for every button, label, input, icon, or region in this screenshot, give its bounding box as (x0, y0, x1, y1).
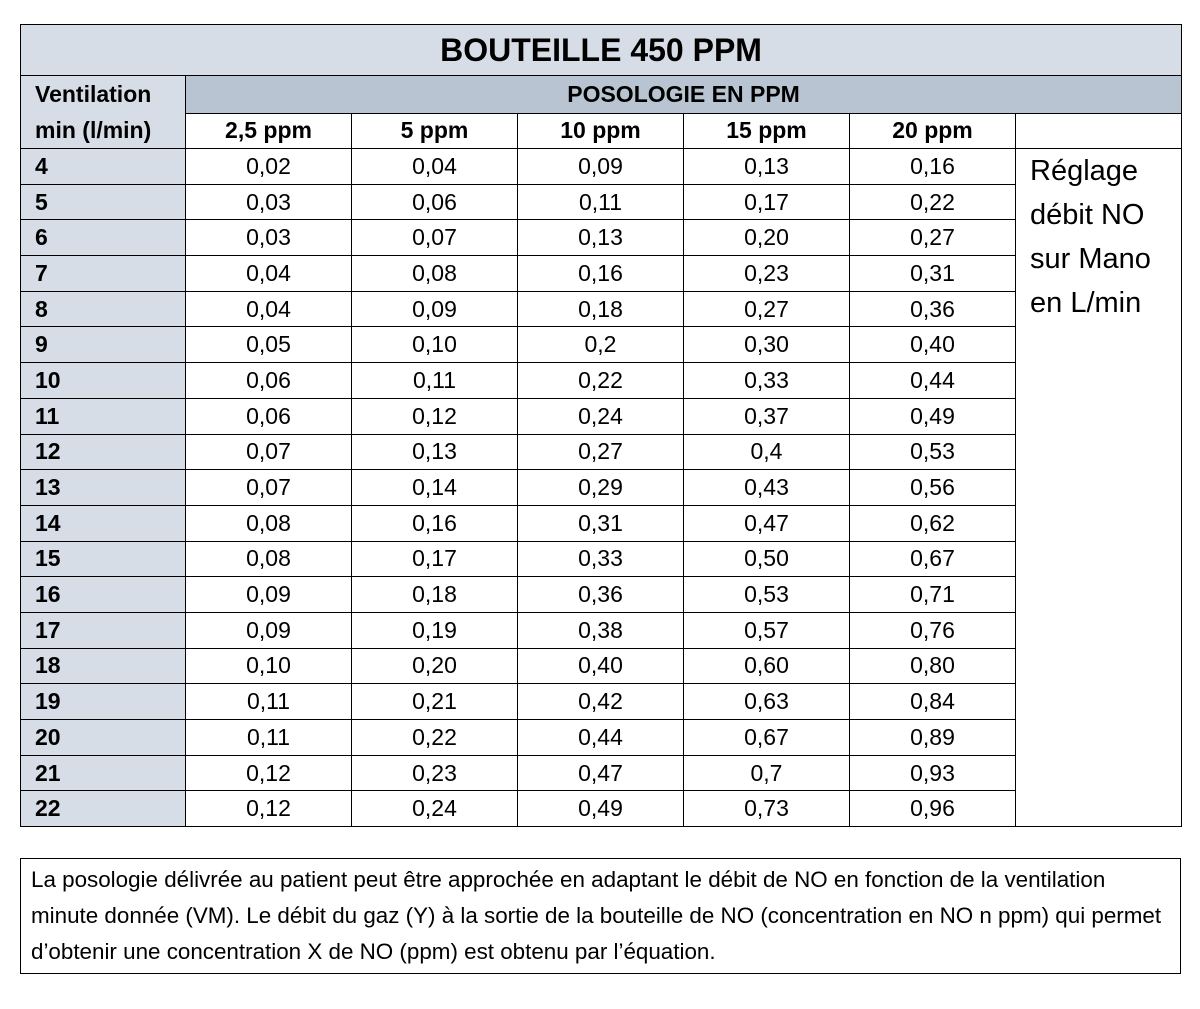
flow-value: 0,04 (186, 291, 352, 327)
flow-value: 0,57 (684, 612, 850, 648)
ventilation-value: 17 (21, 612, 186, 648)
flow-value: 0,09 (352, 291, 518, 327)
ventilation-value: 19 (21, 684, 186, 720)
flow-value: 0,33 (684, 363, 850, 399)
side-note-header-cell (1016, 113, 1182, 148)
flow-value: 0,06 (186, 363, 352, 399)
ventilation-value: 10 (21, 363, 186, 399)
ventilation-header-line1: Ventilation (35, 81, 152, 107)
table-row (21, 791, 1182, 827)
flow-value: 0,11 (352, 363, 518, 399)
side-note (1016, 149, 1182, 827)
flow-value: 0,89 (850, 720, 1016, 756)
table-row (21, 720, 1182, 756)
table-row (21, 577, 1182, 613)
flow-value: 0,03 (186, 184, 352, 220)
flow-value: 0,11 (518, 184, 684, 220)
flow-value: 0,03 (186, 220, 352, 256)
flow-value: 0,13 (352, 434, 518, 470)
flow-value: 0,07 (186, 434, 352, 470)
flow-value: 0,12 (186, 791, 352, 827)
flow-value: 0,96 (850, 791, 1016, 827)
flow-value: 0,36 (850, 291, 1016, 327)
flow-value: 0,17 (352, 541, 518, 577)
ventilation-header (21, 76, 186, 149)
dose-column-header: 15 ppm (684, 113, 850, 148)
table-row (21, 648, 1182, 684)
table-row (21, 398, 1182, 434)
table-row (21, 541, 1182, 577)
flow-value: 0,71 (850, 577, 1016, 613)
flow-value: 0,08 (186, 541, 352, 577)
dose-column-header: 20 ppm (850, 113, 1016, 148)
flow-value: 0,29 (518, 470, 684, 506)
table-row (21, 220, 1182, 256)
flow-value: 0,07 (186, 470, 352, 506)
table-row (21, 291, 1182, 327)
table-row (21, 505, 1182, 541)
flow-value: 0,14 (352, 470, 518, 506)
posologie-header: POSOLOGIE EN PPM (186, 76, 1182, 114)
flow-value: 0,23 (352, 755, 518, 791)
flow-value: 0,17 (684, 184, 850, 220)
flow-value: 0,24 (518, 398, 684, 434)
flow-value: 0,13 (518, 220, 684, 256)
ventilation-value: 7 (21, 256, 186, 292)
flow-value: 0,04 (186, 256, 352, 292)
flow-value: 0,23 (684, 256, 850, 292)
flow-value: 0,08 (186, 505, 352, 541)
side-note-text: Réglage débit NO sur Mano en L/min (1030, 155, 1151, 319)
flow-value: 0,7 (684, 755, 850, 791)
ventilation-value: 14 (21, 505, 186, 541)
flow-value: 0,53 (850, 434, 1016, 470)
flow-value: 0,80 (850, 648, 1016, 684)
ventilation-value: 22 (21, 791, 186, 827)
flow-value: 0,19 (352, 612, 518, 648)
flow-value: 0,16 (518, 256, 684, 292)
flow-value: 0,04 (352, 149, 518, 185)
flow-value: 0,09 (186, 612, 352, 648)
flow-value: 0,22 (352, 720, 518, 756)
flow-value: 0,93 (850, 755, 1016, 791)
flow-value: 0,12 (352, 398, 518, 434)
flow-value: 0,02 (186, 149, 352, 185)
flow-value: 0,4 (684, 434, 850, 470)
ventilation-value: 13 (21, 470, 186, 506)
flow-value: 0,07 (352, 220, 518, 256)
ventilation-value: 15 (21, 541, 186, 577)
flow-value: 0,09 (186, 577, 352, 613)
flow-value: 0,27 (518, 434, 684, 470)
flow-value: 0,49 (518, 791, 684, 827)
ventilation-value: 20 (21, 720, 186, 756)
ventilation-value: 16 (21, 577, 186, 613)
flow-value: 0,20 (352, 648, 518, 684)
flow-value: 0,06 (186, 398, 352, 434)
flow-value: 0,73 (684, 791, 850, 827)
flow-value: 0,67 (850, 541, 1016, 577)
flow-value: 0,20 (684, 220, 850, 256)
flow-value: 0,42 (518, 684, 684, 720)
flow-value: 0,53 (684, 577, 850, 613)
flow-value: 0,06 (352, 184, 518, 220)
flow-value: 0,05 (186, 327, 352, 363)
dose-column-header: 10 ppm (518, 113, 684, 148)
flow-value: 0,24 (352, 791, 518, 827)
flow-value: 0,18 (352, 577, 518, 613)
flow-value: 0,30 (684, 327, 850, 363)
table-row (21, 149, 1182, 185)
flow-value: 0,18 (518, 291, 684, 327)
footnote-box: La posologie délivrée au patient peut être approchée en adaptant le débit de NO en fonction de la ventilation minute donnée (VM). Le débit du gaz (Y) à la sortie de la bouteille de NO (concentration en NO n ppm) qui permet d’obtenir une concentration X de NO (ppm) est obtenu par l’équation. (20, 858, 1181, 974)
ventilation-value: 5 (21, 184, 186, 220)
table-row (21, 184, 1182, 220)
flow-value: 0,43 (684, 470, 850, 506)
ventilation-value: 18 (21, 648, 186, 684)
flow-value: 0,16 (850, 149, 1016, 185)
flow-value: 0,11 (186, 684, 352, 720)
flow-value: 0,63 (684, 684, 850, 720)
flow-value: 0,08 (352, 256, 518, 292)
flow-value: 0,50 (684, 541, 850, 577)
flow-value: 0,38 (518, 612, 684, 648)
table-row (21, 327, 1182, 363)
flow-value: 0,10 (186, 648, 352, 684)
ventilation-value: 21 (21, 755, 186, 791)
flow-value: 0,44 (850, 363, 1016, 399)
flow-value: 0,37 (684, 398, 850, 434)
ventilation-value: 9 (21, 327, 186, 363)
flow-value: 0,11 (186, 720, 352, 756)
ventilation-value: 12 (21, 434, 186, 470)
table-row (21, 755, 1182, 791)
flow-value: 0,67 (684, 720, 850, 756)
table-title: BOUTEILLE 450 PPM (21, 25, 1182, 76)
flow-value: 0,56 (850, 470, 1016, 506)
flow-value: 0,33 (518, 541, 684, 577)
table-row (21, 363, 1182, 399)
ventilation-value: 11 (21, 398, 186, 434)
flow-value: 0,47 (684, 505, 850, 541)
ventilation-value: 6 (21, 220, 186, 256)
flow-value: 0,40 (850, 327, 1016, 363)
table-row (21, 612, 1182, 648)
flow-value: 0,2 (518, 327, 684, 363)
table-row (21, 684, 1182, 720)
flow-value: 0,16 (352, 505, 518, 541)
flow-value: 0,62 (850, 505, 1016, 541)
flow-value: 0,22 (850, 184, 1016, 220)
flow-value: 0,60 (684, 648, 850, 684)
ventilation-header-line2: min (l/min) (35, 117, 152, 143)
table-row (21, 256, 1182, 292)
flow-value: 0,31 (850, 256, 1016, 292)
ventilation-value: 4 (21, 149, 186, 185)
flow-value: 0,27 (684, 291, 850, 327)
flow-value: 0,22 (518, 363, 684, 399)
flow-value: 0,10 (352, 327, 518, 363)
flow-value: 0,47 (518, 755, 684, 791)
flow-value: 0,09 (518, 149, 684, 185)
flow-value: 0,12 (186, 755, 352, 791)
flow-value: 0,84 (850, 684, 1016, 720)
table-row (21, 470, 1182, 506)
ventilation-value: 8 (21, 291, 186, 327)
flow-value: 0,27 (850, 220, 1016, 256)
flow-value: 0,36 (518, 577, 684, 613)
flow-value: 0,49 (850, 398, 1016, 434)
table-row (21, 434, 1182, 470)
dose-column-header: 5 ppm (352, 113, 518, 148)
flow-value: 0,44 (518, 720, 684, 756)
flow-value: 0,21 (352, 684, 518, 720)
dosage-table (20, 24, 1182, 827)
flow-value: 0,13 (684, 149, 850, 185)
flow-value: 0,40 (518, 648, 684, 684)
flow-value: 0,31 (518, 505, 684, 541)
dose-column-header: 2,5 ppm (186, 113, 352, 148)
flow-value: 0,76 (850, 612, 1016, 648)
